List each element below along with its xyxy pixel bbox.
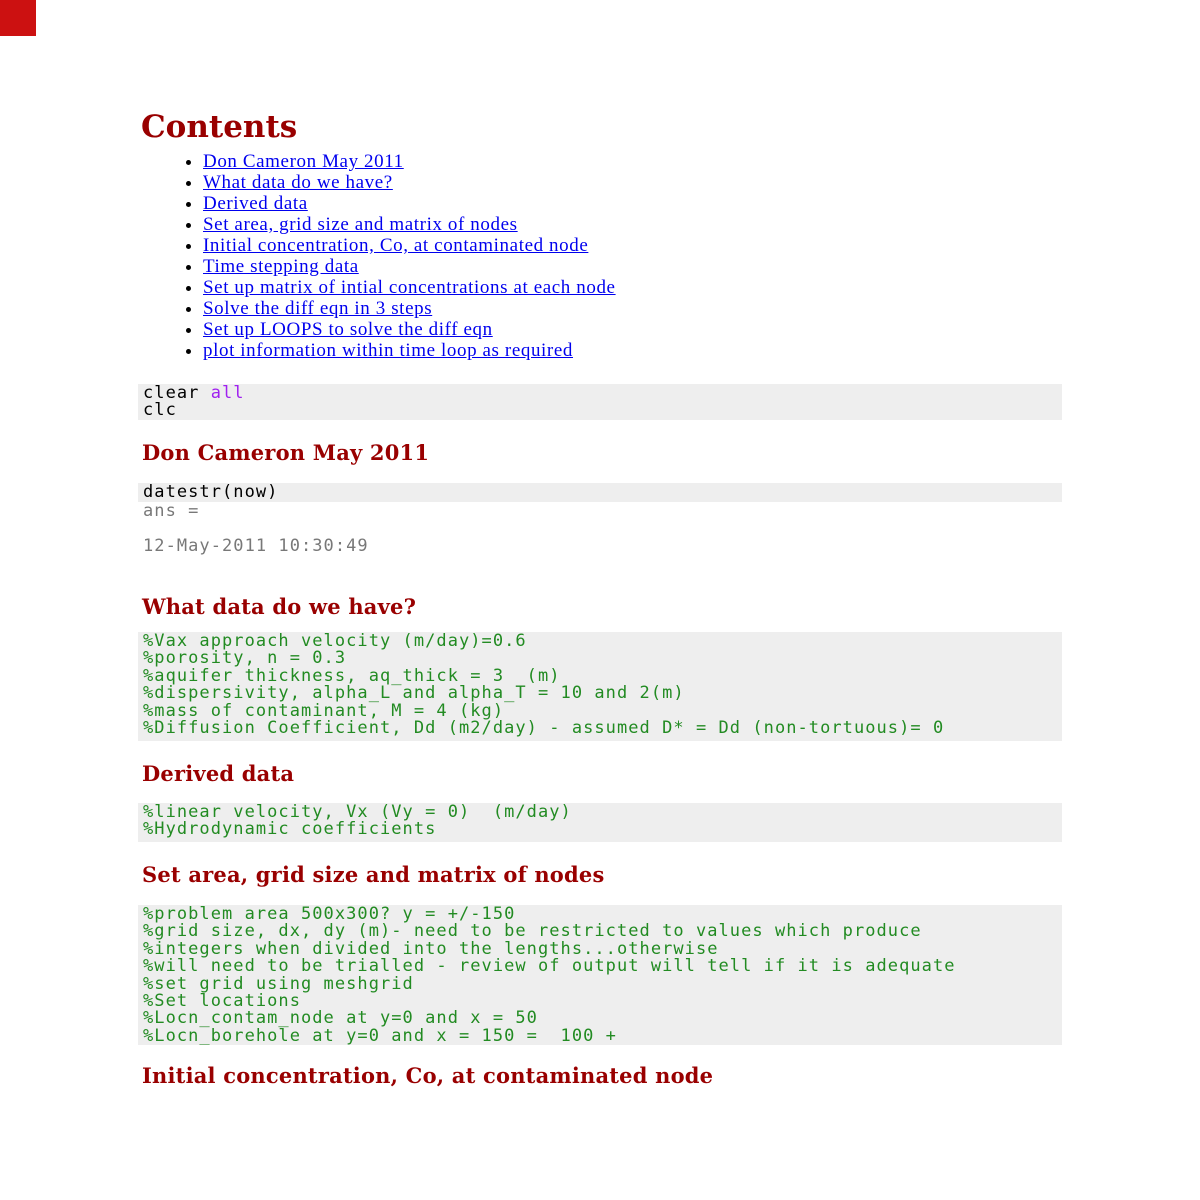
comment-line: %Locn_borehole at y=0 and x = 150 = 100 +: [143, 1025, 617, 1045]
comment-line: %Hydrodynamic coefficients: [143, 819, 437, 840]
toc-item: [203, 172, 1023, 193]
keyword-clear: clear: [143, 384, 200, 403]
toc-item: [203, 340, 1023, 361]
output-block-datestr: [138, 502, 1062, 556]
toc-link[interactable]: Solve the diff eqn in 3 steps: [203, 298, 433, 319]
code-block-set-area: [138, 905, 1062, 1045]
toc-link[interactable]: Set up matrix of intial concentrations at each node: [203, 277, 616, 298]
comment-line: %grid size, dx, dy (m)- need to be restricted to values which produce: [143, 921, 922, 942]
comment-line: %linear velocity, Vx (Vy = 0) (m/day): [143, 803, 572, 822]
comment-line: %Diffusion Coefficient, Dd (m2/day) - assumed D* = Dd (non-tortuous)= 0: [143, 718, 945, 739]
section-heading-set-area: Set area, grid size and matrix of nodes: [142, 862, 605, 887]
code-line: [143, 385, 1062, 402]
code-block-derived-data: [138, 803, 1062, 842]
comment-line: %Vax approach velocity (m/day)=0.6: [143, 632, 527, 651]
comment-line: %Set locations: [143, 991, 301, 1012]
code-line: datestr(now): [143, 483, 279, 502]
code-block-clear: [138, 384, 1062, 420]
option-all: all: [210, 384, 245, 403]
comment-line: %mass of contaminant, M = 4 (kg): [143, 700, 505, 721]
toc-item: [203, 319, 1023, 340]
section-heading-initial-concentration: Initial concentration, Co, at contaminated node: [142, 1063, 714, 1088]
code-line: clc: [143, 400, 177, 420]
toc-link[interactable]: Don Cameron May 2011: [203, 151, 404, 172]
comment-line: %integers when divided into the lengths...otherwise: [143, 938, 719, 959]
output-ans-label: ans =: [143, 502, 200, 521]
toc-item: [203, 235, 1023, 256]
code-block-datestr: [138, 483, 1062, 502]
toc-item: [203, 256, 1023, 277]
section-heading-derived-data: Derived data: [142, 761, 295, 786]
toc-link[interactable]: Initial concentration, Co, at contaminated node: [203, 235, 589, 256]
comment-line: %set grid using meshgrid: [143, 973, 414, 994]
toc-link[interactable]: Derived data: [203, 193, 308, 214]
toc-item: [203, 151, 1023, 172]
code-block-what-data: [138, 632, 1062, 741]
toc-item: [203, 298, 1023, 319]
comment-line: %dispersivity, alpha_L and alpha_T = 10 and 2(m): [143, 683, 685, 704]
comment-line: %will need to be trialled - review of output will tell if it is adequate: [143, 956, 956, 977]
comment-line: %porosity, n = 0.3: [143, 648, 347, 669]
contents-heading: Contents: [141, 109, 298, 145]
comment-line: %Locn_contam_node at y=0 and x = 50: [143, 1008, 538, 1029]
section-heading-don-cameron: Don Cameron May 2011: [142, 440, 430, 465]
output-date-value: 12-May-2011 10:30:49: [143, 535, 369, 556]
toc-item: [203, 214, 1023, 235]
toc-item: [203, 277, 1023, 298]
contents-list: [143, 151, 1023, 361]
toc-link[interactable]: plot information within time loop as required: [203, 340, 573, 361]
toc-link[interactable]: Time stepping data: [203, 256, 359, 277]
toc-link[interactable]: What data do we have?: [203, 172, 393, 193]
comment-line: %problem area 500x300? y = +/-150: [143, 905, 516, 924]
section-heading-what-data: What data do we have?: [142, 594, 417, 619]
toc-link[interactable]: Set area, grid size and matrix of nodes: [203, 214, 518, 235]
comment-line: %aquifer thickness, aq_thick = 3 (m): [143, 665, 561, 686]
toc-item: [203, 193, 1023, 214]
toc-link[interactable]: Set up LOOPS to solve the diff eqn: [203, 319, 493, 340]
corner-marker: [0, 0, 36, 36]
